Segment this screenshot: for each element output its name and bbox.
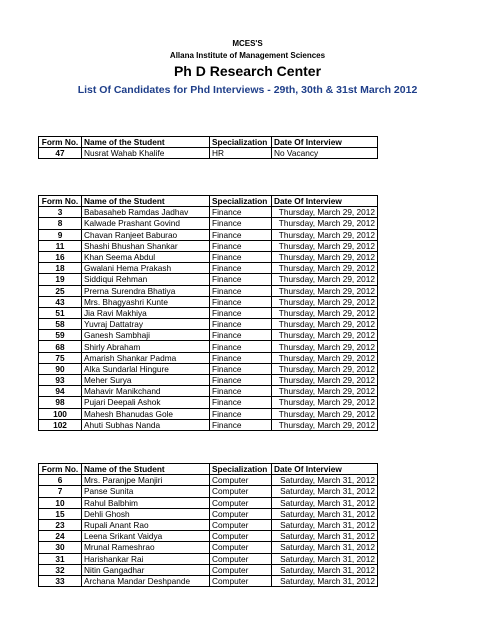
specialization-cell: Computer (210, 575, 272, 586)
student-name-cell: Mrs. Bhagyashri Kunte (82, 296, 210, 307)
interview-date-cell: Thursday, March 29, 2012 (272, 352, 378, 363)
form-number-cell: 47 (39, 148, 82, 159)
column-header: Specialization (210, 464, 272, 475)
table-header-row (39, 196, 378, 207)
interview-date-cell: Thursday, March 29, 2012 (272, 408, 378, 419)
student-name-cell: Mrunal Rameshrao (82, 542, 210, 553)
interview-date-cell: Thursday, March 29, 2012 (272, 218, 378, 229)
form-number-cell: 93 (39, 375, 82, 386)
interview-date-cell: Thursday, March 29, 2012 (272, 263, 378, 274)
form-number-cell: 58 (39, 319, 82, 330)
student-name-cell: Gwalani Hema Prakash (82, 263, 210, 274)
interview-date-cell: Thursday, March 29, 2012 (272, 330, 378, 341)
specialization-cell: Finance (210, 240, 272, 251)
table-row (39, 497, 378, 508)
table-row (39, 553, 378, 564)
student-name-cell: Amarish Shankar Padma (82, 352, 210, 363)
interview-date-cell: Thursday, March 29, 2012 (272, 386, 378, 397)
interview-date-cell: Thursday, March 29, 2012 (272, 375, 378, 386)
form-number-cell: 75 (39, 352, 82, 363)
student-name-cell: Shashi Bhushan Shankar (82, 240, 210, 251)
student-name-cell: Harishankar Rai (82, 553, 210, 564)
table-row (39, 475, 378, 486)
form-number-cell: 59 (39, 330, 82, 341)
table-row (39, 296, 378, 307)
table-row (39, 542, 378, 553)
table-row (39, 251, 378, 262)
specialization-cell: Finance (210, 285, 272, 296)
specialization-cell: Finance (210, 274, 272, 285)
candidates-table-computer (38, 463, 378, 587)
specialization-cell: Computer (210, 497, 272, 508)
interview-date-cell: Thursday, March 29, 2012 (272, 285, 378, 296)
specialization-cell: Finance (210, 341, 272, 352)
column-header: Name of the Student (82, 464, 210, 475)
table-row (39, 330, 378, 341)
interview-date-cell: Saturday, March 31, 2012 (272, 508, 378, 519)
student-name-cell: Alka Sundarlal Hingure (82, 363, 210, 374)
table-row (39, 148, 378, 159)
student-name-cell: Panse Sunita (82, 486, 210, 497)
table-row (39, 486, 378, 497)
table-row (39, 274, 378, 285)
student-name-cell: Mrs. Paranjpe Manjiri (82, 475, 210, 486)
column-header: Specialization (210, 137, 272, 148)
column-header: Form No. (39, 196, 82, 207)
specialization-cell: Computer (210, 564, 272, 575)
specialization-cell: Finance (210, 229, 272, 240)
table-row (39, 352, 378, 363)
column-header: Specialization (210, 196, 272, 207)
student-name-cell: Mahavir Manikchand (82, 386, 210, 397)
interview-date-cell: Thursday, March 29, 2012 (272, 419, 378, 430)
student-name-cell: Jia Ravi Makhiya (82, 307, 210, 318)
candidates-table-hr (38, 136, 378, 159)
specialization-cell: Computer (210, 475, 272, 486)
form-number-cell: 23 (39, 519, 82, 530)
interview-date-cell: Thursday, March 29, 2012 (272, 397, 378, 408)
page-subtitle: List Of Candidates for Phd Interviews - 29th, 30th & 31st March 2012 (77, 84, 418, 96)
student-name-cell: Rupali Anant Rao (82, 519, 210, 530)
student-name-cell: Pujari Deepali Ashok (82, 397, 210, 408)
specialization-cell: Finance (210, 207, 272, 218)
form-number-cell: 68 (39, 341, 82, 352)
column-header: Name of the Student (82, 196, 210, 207)
student-name-cell: Rahul Balbhim (82, 497, 210, 508)
specialization-cell: Finance (210, 251, 272, 262)
form-number-cell: 19 (39, 274, 82, 285)
table-row (39, 419, 378, 430)
form-number-cell: 43 (39, 296, 82, 307)
student-name-cell: Kalwade Prashant Govind (82, 218, 210, 229)
interview-date-cell: Saturday, March 31, 2012 (272, 519, 378, 530)
specialization-cell: HR (210, 148, 272, 159)
table-row (39, 341, 378, 352)
table-row (39, 240, 378, 251)
specialization-cell: Computer (210, 542, 272, 553)
form-number-cell: 24 (39, 531, 82, 542)
table-row (39, 285, 378, 296)
specialization-cell: Finance (210, 296, 272, 307)
student-name-cell: Meher Surya (82, 375, 210, 386)
specialization-cell: Finance (210, 352, 272, 363)
interview-date-cell: Saturday, March 31, 2012 (272, 575, 378, 586)
form-number-cell: 51 (39, 307, 82, 318)
specialization-cell: Finance (210, 397, 272, 408)
table-row (39, 508, 378, 519)
column-header: Form No. (39, 137, 82, 148)
table-row (39, 375, 378, 386)
student-name-cell: Siddiqui Rehman (82, 274, 210, 285)
form-number-cell: 31 (39, 553, 82, 564)
table-row (39, 408, 378, 419)
specialization-cell: Finance (210, 363, 272, 374)
specialization-cell: Finance (210, 408, 272, 419)
student-name-cell: Nitin Gangadhar (82, 564, 210, 575)
interview-date-cell: Thursday, March 29, 2012 (272, 229, 378, 240)
column-header: Date Of Interview (272, 464, 378, 475)
student-name-cell: Archana Mandar Deshpande (82, 575, 210, 586)
form-number-cell: 3 (39, 207, 82, 218)
form-number-cell: 16 (39, 251, 82, 262)
form-number-cell: 11 (39, 240, 82, 251)
interview-date-cell: Thursday, March 29, 2012 (272, 240, 378, 251)
specialization-cell: Computer (210, 531, 272, 542)
table-row (39, 531, 378, 542)
interview-date-cell: Saturday, March 31, 2012 (272, 475, 378, 486)
interview-date-cell: Thursday, March 29, 2012 (272, 363, 378, 374)
specialization-cell: Computer (210, 553, 272, 564)
table-row (39, 386, 378, 397)
form-number-cell: 25 (39, 285, 82, 296)
table-row (39, 519, 378, 530)
form-number-cell: 100 (39, 408, 82, 419)
specialization-cell: Finance (210, 319, 272, 330)
interview-date-cell: Saturday, March 31, 2012 (272, 531, 378, 542)
form-number-cell: 30 (39, 542, 82, 553)
specialization-cell: Finance (210, 218, 272, 229)
specialization-cell: Computer (210, 519, 272, 530)
specialization-cell: Finance (210, 375, 272, 386)
page-title: Ph D Research Center (173, 63, 322, 79)
table-row (39, 363, 378, 374)
form-number-cell: 33 (39, 575, 82, 586)
table-row (39, 575, 378, 586)
table-row (39, 207, 378, 218)
student-name-cell: Shirly Abraham (82, 341, 210, 352)
student-name-cell: Ganesh Sambhaji (82, 330, 210, 341)
table-row (39, 397, 378, 408)
student-name-cell: Khan Seema Abdul (82, 251, 210, 262)
interview-date-cell: Thursday, March 29, 2012 (272, 341, 378, 352)
form-number-cell: 32 (39, 564, 82, 575)
student-name-cell: Nusrat Wahab Khalife (82, 148, 210, 159)
specialization-cell: Computer (210, 508, 272, 519)
form-number-cell: 7 (39, 486, 82, 497)
interview-date-cell: No Vacancy (272, 148, 378, 159)
specialization-cell: Finance (210, 330, 272, 341)
form-number-cell: 8 (39, 218, 82, 229)
interview-date-cell: Saturday, March 31, 2012 (272, 486, 378, 497)
specialization-cell: Finance (210, 386, 272, 397)
interview-date-cell: Saturday, March 31, 2012 (272, 542, 378, 553)
interview-date-cell: Thursday, March 29, 2012 (272, 296, 378, 307)
specialization-cell: Computer (210, 486, 272, 497)
student-name-cell: Ahuti Subhas Nanda (82, 419, 210, 430)
student-name-cell: Mahesh Bhanudas Gole (82, 408, 210, 419)
table-row (39, 229, 378, 240)
candidates-table-finance (38, 195, 378, 431)
form-number-cell: 94 (39, 386, 82, 397)
org-name: MCES'S (232, 39, 263, 48)
interview-date-cell: Saturday, March 31, 2012 (272, 553, 378, 564)
student-name-cell: Babasaheb Ramdas Jadhav (82, 207, 210, 218)
column-header: Date Of Interview (272, 196, 378, 207)
form-number-cell: 102 (39, 419, 82, 430)
interview-date-cell: Saturday, March 31, 2012 (272, 497, 378, 508)
form-number-cell: 6 (39, 475, 82, 486)
student-name-cell: Yuvraj Dattatray (82, 319, 210, 330)
form-number-cell: 15 (39, 508, 82, 519)
specialization-cell: Finance (210, 307, 272, 318)
student-name-cell: Leena Srikant Vaidya (82, 531, 210, 542)
interview-date-cell: Thursday, March 29, 2012 (272, 307, 378, 318)
form-number-cell: 98 (39, 397, 82, 408)
interview-date-cell: Thursday, March 29, 2012 (272, 251, 378, 262)
column-header: Date Of Interview (272, 137, 378, 148)
form-number-cell: 18 (39, 263, 82, 274)
table-row (39, 319, 378, 330)
interview-date-cell: Saturday, March 31, 2012 (272, 564, 378, 575)
interview-date-cell: Thursday, March 29, 2012 (272, 207, 378, 218)
table-row (39, 263, 378, 274)
form-number-cell: 10 (39, 497, 82, 508)
interview-date-cell: Thursday, March 29, 2012 (272, 274, 378, 285)
form-number-cell: 9 (39, 229, 82, 240)
table-row (39, 307, 378, 318)
student-name-cell: Prerna Surendra Bhatiya (82, 285, 210, 296)
specialization-cell: Finance (210, 419, 272, 430)
table-row (39, 564, 378, 575)
column-header: Name of the Student (82, 137, 210, 148)
student-name-cell: Chavan Ranjeet Baburao (82, 229, 210, 240)
specialization-cell: Finance (210, 263, 272, 274)
form-number-cell: 90 (39, 363, 82, 374)
institute-name: Allana Institute of Management Sciences (169, 51, 326, 60)
student-name-cell: Dehli Ghosh (82, 508, 210, 519)
table-row (39, 218, 378, 229)
column-header: Form No. (39, 464, 82, 475)
interview-date-cell: Thursday, March 29, 2012 (272, 319, 378, 330)
table-header-row (39, 137, 378, 148)
table-header-row (39, 464, 378, 475)
